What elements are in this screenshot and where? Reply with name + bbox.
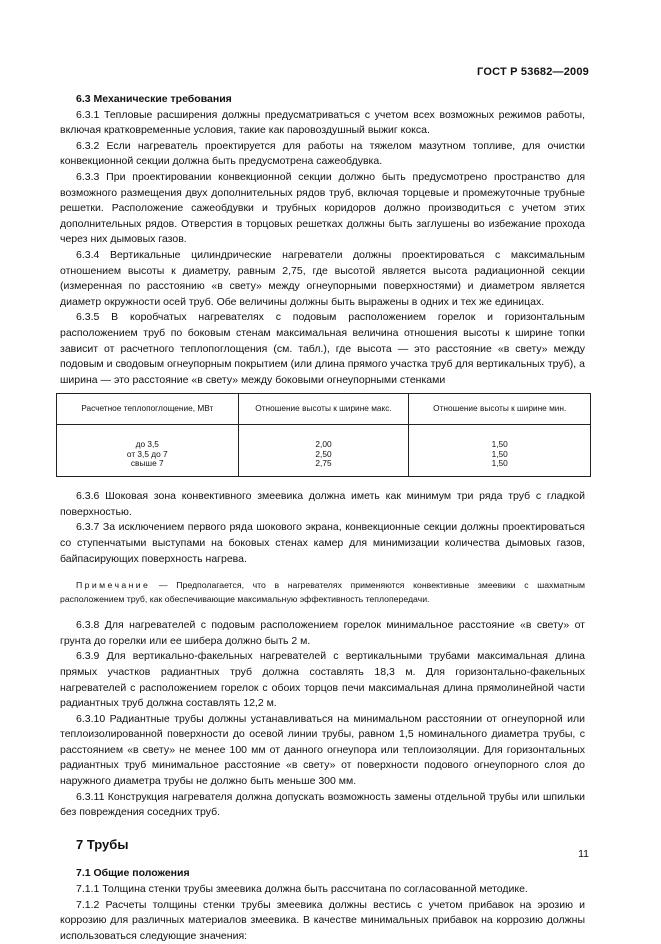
table-cell-heat [57, 425, 239, 477]
table-cell-min [409, 425, 591, 477]
paragraph-6-3-4: 6.3.4 Вертикальные цилиндрические нагреватели должны проектироваться с максимальным отношением высоты к диаметру, равным 2,75, где высотой является высота радиационной секции (измеренная по расстоянию «в свету» между огнеупорными поверхностями) и диаметром является диаметр окружности осей труб. Обе величины должны быть выражены в одних и тех же единицах. [60, 248, 585, 308]
section-heading-7-1: 7.1 Общие положения [76, 867, 190, 880]
cell-value: 1,50 [491, 448, 508, 459]
cell-value: 2,00 [315, 439, 332, 450]
table-header-row [57, 394, 591, 425]
paragraph-7-1-2: 7.1.2 Расчеты толщины стенки трубы змеевика должны вестись с учетом прибавок на эрозию и коррозию для различных материалов змеевика. В качестве минимальных прибавок на коррозию должны использоваться следующие значения: [60, 898, 585, 942]
paragraph-6-3-9: 6.3.9 Для вертикально-факельных нагревателей с вертикальными трубами максимальная длина прямых участков радиантных труб должна составлять 18,3 м. Для горизонтально-факельных нагревателей с расположением горелок с обоих торцов печи максимальная длина прямолинейной части радиантных труб должна составлять 12,2 м. [60, 650, 585, 710]
paragraph-6-3-2: 6.3.2 Если нагреватель проектируется для работы на тяжелом мазутном топливе, для очистки конвекционной секции должна быть предусмотрена сажеобдувка. [60, 139, 585, 168]
cell-value: 1,50 [491, 439, 508, 450]
cell-value: 2,75 [315, 457, 332, 468]
section-heading-7: 7 Трубы [76, 836, 129, 852]
note-label: Примечание [76, 580, 151, 591]
note-text: — Предполагается, что в нагревателях применяются конвективные змеевики с шахматным расположением труб, как обеспечивающие максимальную эффективность теплопередачи. [60, 580, 585, 604]
table-header-cell: Отношение высоты к ширине мин. [409, 394, 591, 425]
note [60, 579, 585, 606]
section-heading-6-3: 6.3 Механические требования [76, 93, 232, 105]
paragraph-6-3-10: 6.3.10 Радиантные трубы должны устанавливаться на минимальном расстоянии от огнеупорной или теплоизолированной поверхности до осевой линии трубы, равном 1,5 номинального диаметра трубы, с расстоянием «в свету» не менее 100 мм от данного огнеупора или теплоизоляции. Для горизонтальных радиантных труб минимальное расстояние «в свету» от поверхности подового огнеупорного слоя до наружного диаметра трубы не должно быть меньше 300 мм. [60, 712, 585, 788]
ratio-table [56, 393, 591, 477]
paragraph-6-3-11: 6.3.11 Конструкция нагревателя должна допускать возможность замены отдельной трубы или шпильки без повреждения соседних труб. [60, 790, 585, 819]
table-header-cell: Отношение высоты к ширине макс. [238, 394, 409, 425]
table-header-cell: Расчетное теплопоглощение, МВт [57, 394, 239, 425]
cell-value: свыше 7 [130, 457, 164, 468]
paragraph-6-3-7: 6.3.7 За исключением первого ряда шокового экрана, конвекционные секции должны проектироваться со ступенчатыми выступами на боковых стенах камер для минимизации количества дымовых газов, байпасирующих поверхность нагрева. [60, 521, 585, 565]
paragraph-6-3-6: 6.3.6 Шоковая зона конвективного змеевика должна иметь как минимум три ряда труб с гладкой поверхностью. [60, 490, 585, 518]
cell-value: 2,50 [315, 448, 332, 459]
page-content [60, 92, 585, 944]
table-cell-max [238, 425, 409, 477]
paragraph-6-3-5: 6.3.5 В коробчатых нагревателях с подовым расположением горелок и горизонтальным расположением труб по боковым стенам максимальная величина отношения высоты к ширине топки зависит от расчетного теплопоглощения (см. табл.), где высота — это расстояние «в свету» между подовым и сводовым огнеупорным покрытием (или длина прямого участка труб для вертикальных труб), а ширина — это расстояние «в свету» между боковыми огнеупорными стенками [60, 311, 585, 386]
cell-value: до 3,5 [135, 439, 159, 450]
table-row [57, 425, 591, 477]
page-number: 11 [578, 848, 589, 860]
cell-value: 1,50 [491, 457, 508, 468]
document-id: ГОСТ Р 53682—2009 [477, 66, 589, 78]
cell-value: от 3,5 до 7 [126, 448, 168, 459]
paragraph-6-3-3: 6.3.3 При проектировании конвекционной секции должно быть предусмотрено пространство для возможного размещения двух дополнительных рядов труб, включая торцевые и промежуточные трубные решетки. Расположение сажеобдувки и трубных коридоров должно производиться с учетом этих дополнительных рядов. Отверстия в торцовых решетках должны быть заглушены во избежание прохода через них дымовых газов. [60, 170, 585, 246]
paragraph-6-3-1: 6.3.1 Тепловые расширения должны предусматриваться с учетом всех возможных режимов работы, включая кратковременные условия, такие как паровоздушный выжиг кокса. [60, 108, 585, 137]
paragraph-6-3-8: 6.3.8 Для нагревателей с подовым расположением горелок минимальное расстояние «в свету» от грунта до горелки или ее шибера должно быть 2 м. [60, 619, 585, 647]
paragraph-7-1-1: 7.1.1 Толщина стенки трубы змеевика должна быть рассчитана по согласованной методике. [76, 883, 528, 896]
